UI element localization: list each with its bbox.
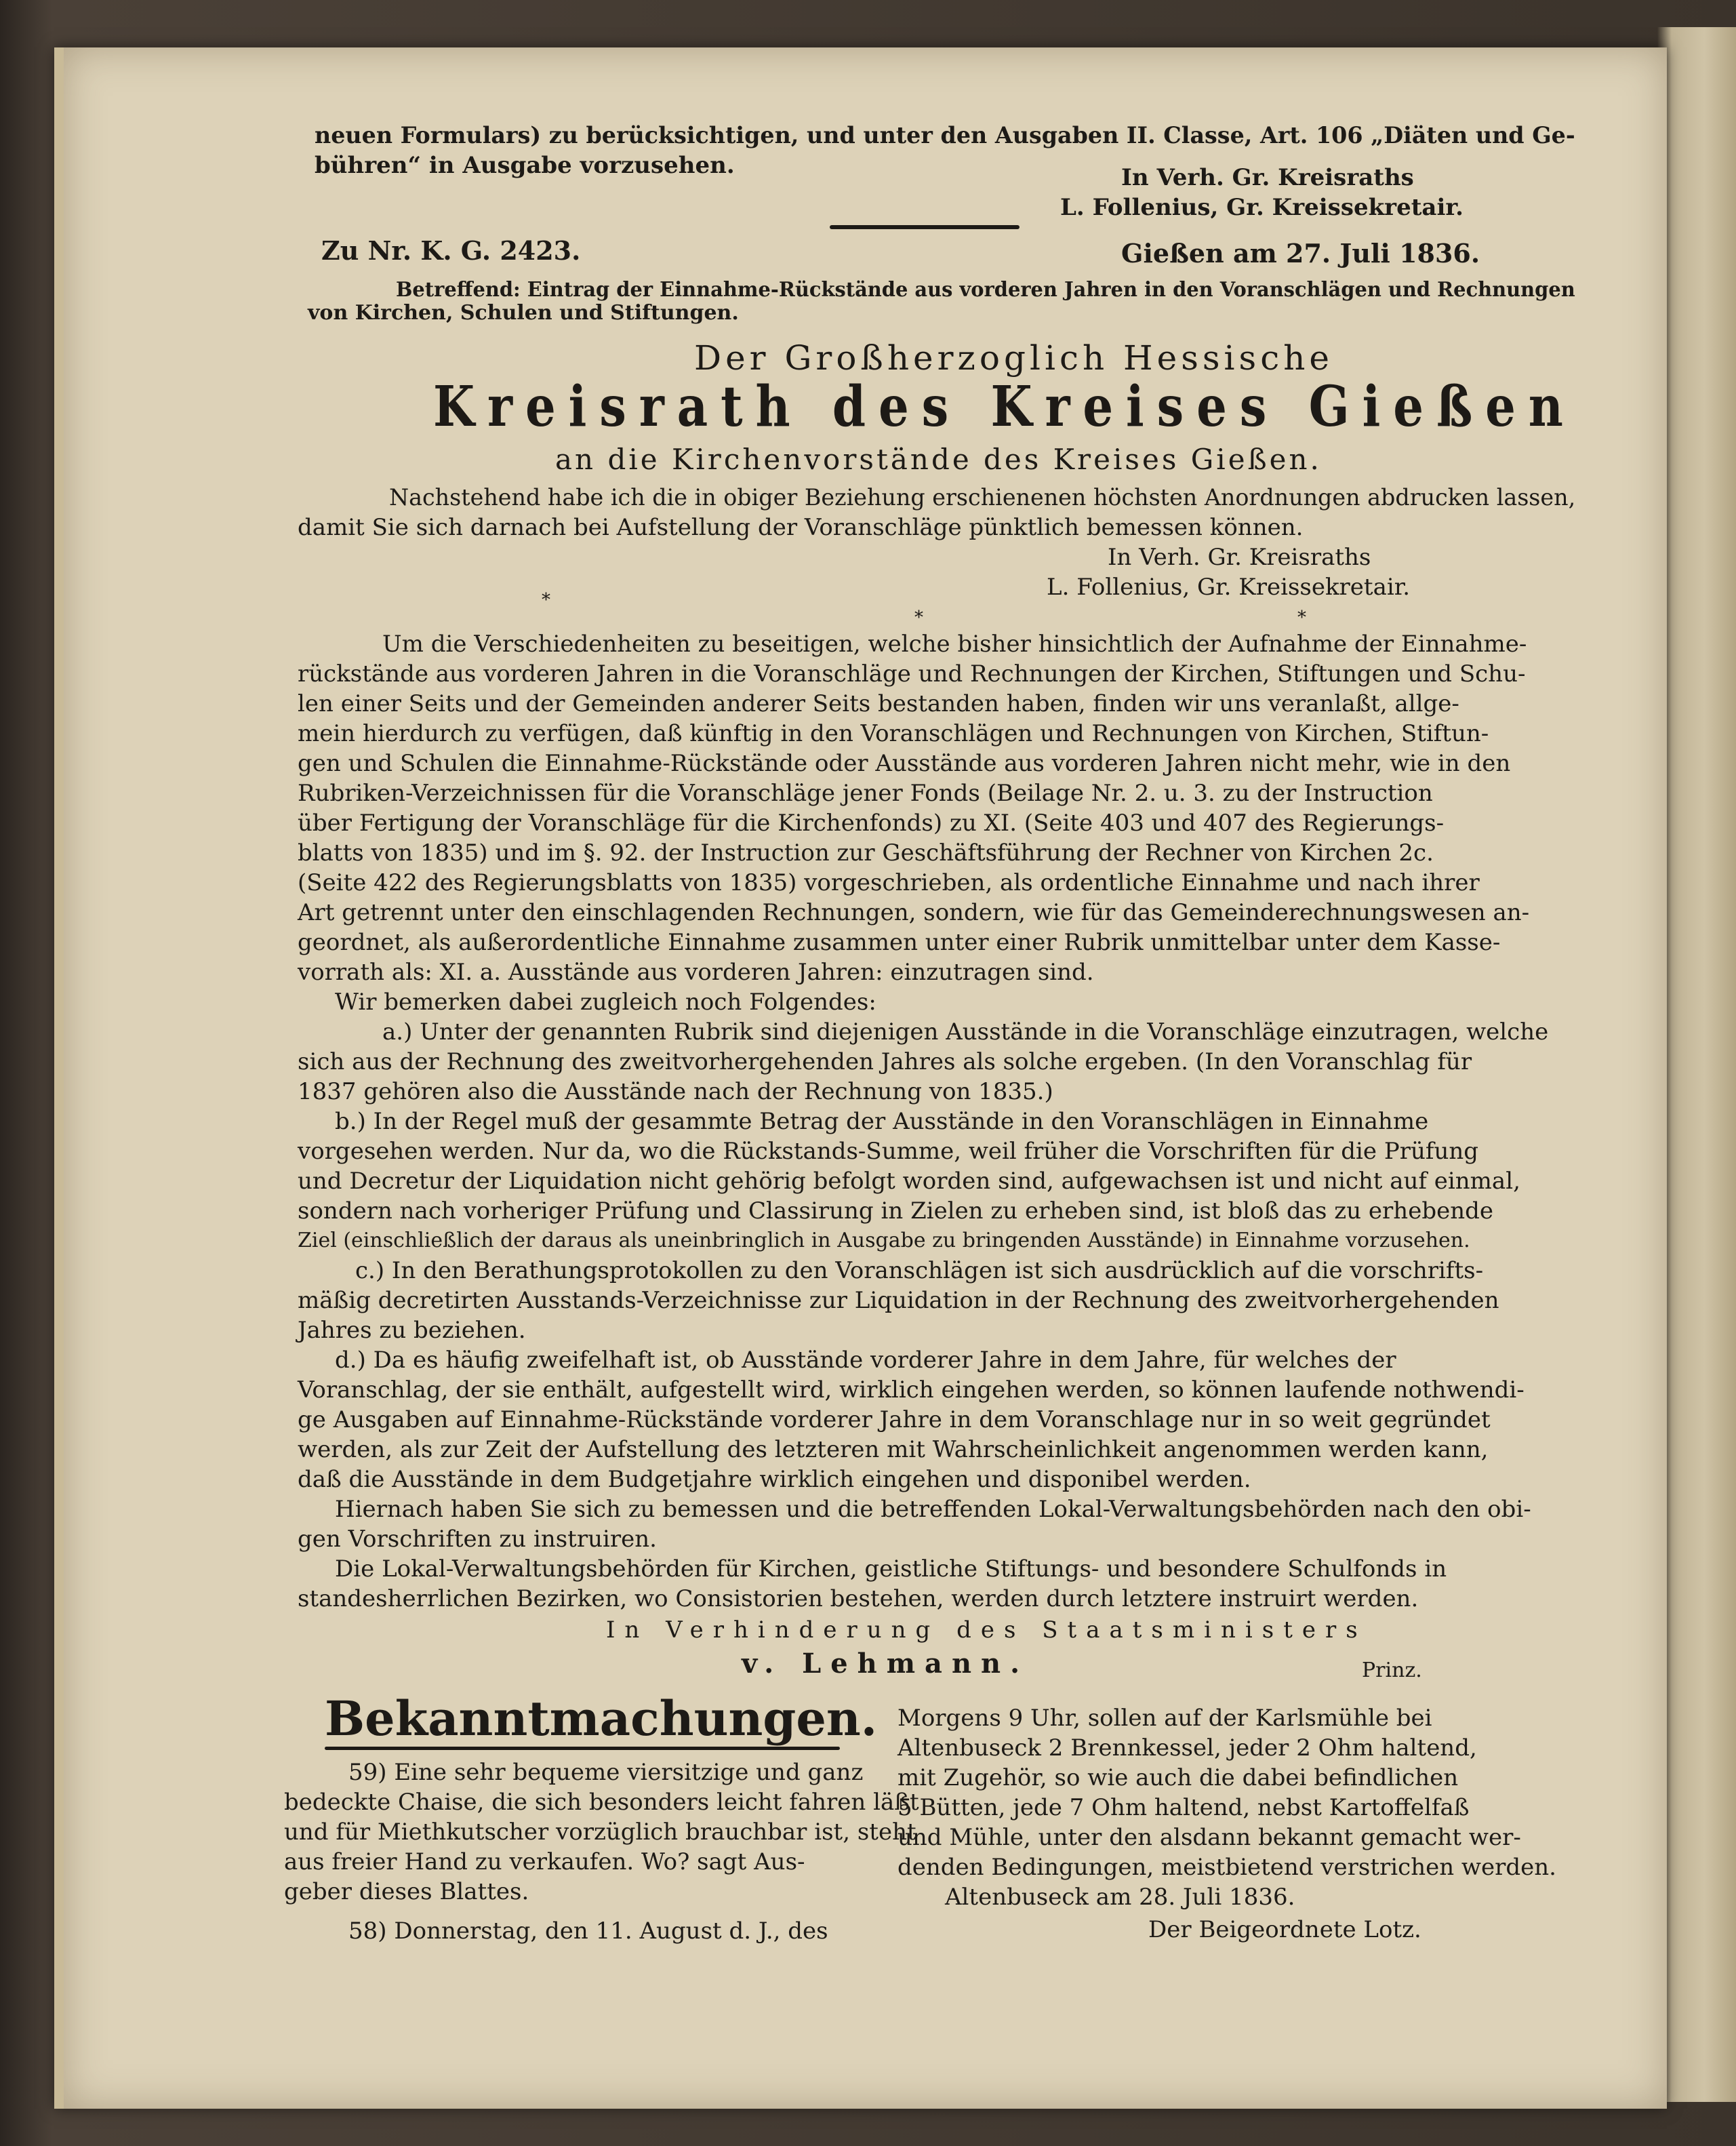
announcements-underline <box>325 1747 840 1750</box>
body-line: Art getrennt unter den einschlagenden Rechnungen, sondern, wie für das Gemeinderechnungswesen an- <box>298 899 1530 926</box>
announcement-line: aus freier Hand zu verkaufen. Wo? sagt Aus- <box>284 1848 805 1875</box>
asterisk-divider: * <box>914 608 923 628</box>
announcement-line: 58) Donnerstag, den 11. August d. J., des <box>348 1918 828 1945</box>
announcement-line: 59) Eine sehr bequeme viersitzige und ganz <box>348 1759 864 1786</box>
body-line: a.) Unter der genannten Rubrik sind diejenigen Ausstände in die Voranschläge einzutragen, welche <box>382 1018 1549 1046</box>
intro-line: damit Sie sich darnach bei Aufstellung der Voranschläge pünktlich bemessen können. <box>298 514 1304 541</box>
body-line: über Fertigung der Voranschläge für die Kirchenfonds) zu XI. (Seite 403 und 407 des Regierungs- <box>298 810 1445 837</box>
heading-kreisrath: Kreisrath des Kreises Gießen <box>433 374 1576 439</box>
body-line: Um die Verschiedenheiten zu beseitigen, welche bisher hinsichtlich der Aufnahme der Einnahme- <box>382 631 1527 658</box>
intro-signature-line: In Verh. Gr. Kreisraths <box>1108 544 1371 571</box>
announcement-line: denden Bedingungen, meistbietend verstrichen werden. <box>897 1854 1556 1881</box>
reference-number: Zu Nr. K. G. 2423. <box>321 235 581 266</box>
top-signature-name: L. Follenius, Gr. Kreissekretair. <box>1060 194 1464 221</box>
announcement-signer: Der Beigeordnete Lotz. <box>1148 1916 1421 1943</box>
body-line: 1837 gehören also die Ausstände nach der Rechnung von 1835.) <box>298 1078 1053 1105</box>
intro-line: Nachstehend habe ich die in obiger Beziehung erschienenen höchsten Anordnungen abdrucken lassen, <box>389 484 1576 511</box>
announcement-line: und Mühle, unter den alsdann bekannt gemacht wer- <box>897 1824 1521 1851</box>
body-line: Voranschlag, der sie enthält, aufgestellt wird, wirklich eingehen werden, so können laufende nothwendi- <box>298 1376 1525 1404</box>
heading-addressee: an die Kirchenvorstände des Kreises Gießen. <box>555 443 1322 476</box>
top-signature-line: In Verh. Gr. Kreisraths <box>1121 164 1414 191</box>
document-page <box>54 47 1667 2109</box>
body-line: mäßig decretirten Ausstands-Verzeichnisse zur Liquidation in der Rechnung des zweitvorhergehenden <box>298 1287 1499 1314</box>
secondary-signature: Prinz. <box>1362 1658 1422 1682</box>
body-line: Hiernach haben Sie sich zu bemessen und die betreffenden Lokal-Verwaltungsbehörden nach den obi- <box>335 1496 1531 1523</box>
body-line: Rubriken-Verzeichnissen für die Voranschläge jener Fonds (Beilage Nr. 2. u. 3. zu der Instruction <box>298 780 1433 807</box>
section-divider <box>830 225 1020 229</box>
body-line: Ziel (einschließlich der daraus als uneinbringlich in Ausgabe zu bringenden Ausstände) in Einnahme vorzusehen. <box>298 1229 1470 1252</box>
body-line: Die Lokal-Verwaltungsbehörden für Kirchen, geistliche Stiftungs- und besondere Schulfonds in <box>335 1555 1447 1583</box>
body-line: standesherrlichen Bezirken, wo Consistorien bestehen, werden durch letztere instruirt werden. <box>298 1585 1419 1612</box>
announcement-line: Altenbuseck 2 Brennkessel, jeder 2 Ohm haltend, <box>897 1734 1477 1762</box>
body-line: rückstände aus vorderen Jahren in die Voranschläge und Rechnungen der Kirchen, Stiftungen und Schu- <box>298 660 1526 688</box>
intro-signature-name: L. Follenius, Gr. Kreissekretair. <box>1047 574 1411 601</box>
announcement-line: Altenbuseck am 28. Juli 1836. <box>945 1884 1295 1911</box>
asterisk-divider: * <box>1297 608 1306 628</box>
body-line: gen Vorschriften zu instruiren. <box>298 1526 657 1553</box>
announcement-line: und für Miethkutscher vorzüglich brauchbar ist, steht <box>284 1819 916 1846</box>
announcements-heading: Bekanntmachungen. <box>325 1690 878 1747</box>
body-line: b.) In der Regel muß der gesammte Betrag der Ausstände in den Voranschlägen in Einnahme <box>335 1108 1429 1135</box>
body-line: sondern nach vorheriger Prüfung und Classirung in Zielen zu erheben sind, ist bloß das zu erhebende <box>298 1197 1493 1225</box>
announcement-line: 5 Bütten, jede 7 Ohm haltend, nebst Kartoffelfaß <box>897 1794 1470 1821</box>
body-line: len einer Seits und der Gemeinden anderer Seits bestanden haben, finden wir uns veranlaßt, allge- <box>298 690 1459 717</box>
top-line: neuen Formulars) zu berücksichtigen, und unter den Ausgaben II. Classe, Art. 106 „Diäten und Ge- <box>315 122 1575 149</box>
heading-authority: Der Großherzoglich Hessische <box>694 338 1333 378</box>
asterisk-divider: * <box>542 590 550 610</box>
body-line: werden, als zur Zeit der Aufstellung des letzteren mit Wahrscheinlichkeit angenommen werden kann, <box>298 1436 1489 1463</box>
body-line: gen und Schulen die Einnahme-Rückstände oder Ausstände aus vorderen Jahren nicht mehr, wie in den <box>298 750 1511 777</box>
announcement-line: Morgens 9 Uhr, sollen auf der Karlsmühle bei <box>897 1705 1432 1732</box>
announcement-line: bedeckte Chaise, die sich besonders leicht fahren läßt <box>284 1789 919 1816</box>
body-line: blatts von 1835) und im §. 92. der Instruction zur Geschäftsführung der Rechner von Kirchen 2c. <box>298 839 1434 867</box>
body-line: geordnet, als außerordentliche Einnahme zusammen unter einer Rubrik unmittelbar unter dem Kasse- <box>298 929 1501 956</box>
body-line: Jahres zu beziehen. <box>298 1317 526 1344</box>
subject-line: von Kirchen, Schulen und Stiftungen. <box>308 301 739 325</box>
body-line: daß die Ausstände in dem Budgetjahre wirklich eingehen und disponibel werden. <box>298 1466 1251 1493</box>
body-line: Wir bemerken dabei zugleich noch Folgendes: <box>335 989 876 1016</box>
announcement-line: geber dieses Blattes. <box>284 1878 529 1905</box>
subject-line: Betreffend: Eintrag der Einnahme-Rückstände aus vorderen Jahren in den Voranschlägen und Rechnungen <box>396 278 1575 302</box>
body-line: sich aus der Rechnung des zweitvorhergehenden Jahres als solche ergeben. (In den Voranschlag für <box>298 1048 1472 1075</box>
body-line: vorgesehen werden. Nur da, wo die Rückstands-Summe, weil früher die Vorschriften für die Prüfung <box>298 1138 1479 1165</box>
body-line: ge Ausgaben auf Einnahme-Rückstände vorderer Jahre in dem Voranschlage nur in so weit gegründet <box>298 1406 1491 1433</box>
signature-line: In Verhinderung des Staatsministers <box>606 1616 1367 1644</box>
top-line: bühren“ in Ausgabe vorzusehen. <box>315 152 735 179</box>
body-line: (Seite 422 des Regierungsblatts von 1835) vorgeschrieben, als ordentliche Einnahme und nach ihrer <box>298 869 1480 896</box>
body-line: und Decretur der Liquidation nicht gehörig befolgt worden sind, aufgewachsen ist und nicht auf einmal, <box>298 1168 1520 1195</box>
body-line: vorrath als: XI. a. Ausstände aus vorderen Jahren: einzutragen sind. <box>298 959 1094 986</box>
facing-page-edge <box>1657 27 1736 2102</box>
signature-name: v. Lehmann. <box>742 1648 1030 1680</box>
announcement-line: mit Zugehör, so wie auch die dabei befindlichen <box>897 1764 1459 1791</box>
body-line: d.) Da es häufig zweifelhaft ist, ob Ausstände vorderer Jahre in dem Jahre, für welches der <box>335 1347 1396 1374</box>
body-line: mein hierdurch zu verfügen, daß künftig in den Voranschlägen und Rechnungen von Kirchen, Stiftun- <box>298 720 1489 747</box>
body-line: c.) In den Berathungsprotokollen zu den Voranschlägen ist sich ausdrücklich auf die vorschrifts- <box>355 1257 1484 1284</box>
dateline: Gießen am 27. Juli 1836. <box>1121 238 1480 269</box>
